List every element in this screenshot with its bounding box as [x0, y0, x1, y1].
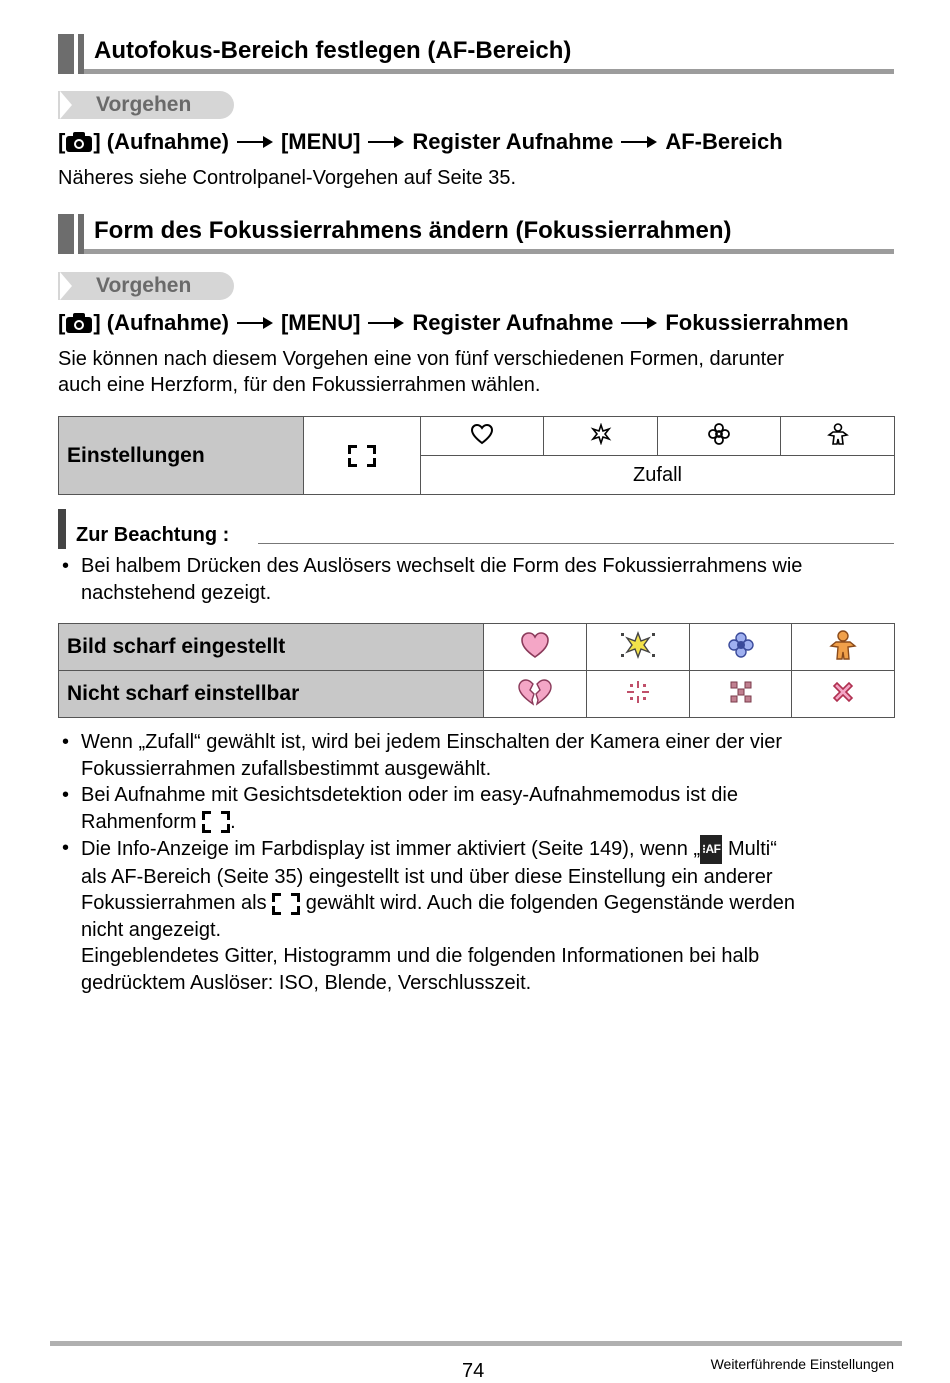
bullet-line: Fokussierrahmen zufallsbestimmt ausgewählt.	[81, 757, 492, 780]
sparkle-filled-icon	[618, 629, 658, 661]
icon-cell	[484, 671, 587, 718]
camera-icon	[66, 132, 92, 152]
footer-rule	[50, 1341, 902, 1346]
bullet-line: nachstehend gezeigt.	[81, 581, 272, 604]
path-step: Register Aufnahme	[412, 129, 614, 154]
list-item	[58, 553, 894, 606]
bullet-text: Multi“	[722, 838, 777, 860]
section-body: Näheres siehe Controlpanel-Vorgehen auf Seite 35.	[58, 167, 517, 189]
procedure-badge	[58, 91, 234, 119]
bullet-line: als AF-Bereich (Seite 35) eingestellt ist und über diese Einstellung ein anderer	[81, 865, 773, 888]
path-step: [MENU]	[280, 129, 361, 154]
section-title: Form des Fokussierrahmens ändern (Fokussierrahmen)	[94, 217, 732, 244]
arrow-right-icon	[621, 135, 657, 149]
flower-filled-icon	[726, 630, 756, 660]
section-heading-af-area	[58, 34, 894, 74]
multi-af-icon: ⁝AF	[700, 835, 722, 864]
unfocused-row-header: Nicht scharf einstellbar	[59, 671, 484, 718]
bullet-text: .	[230, 810, 236, 833]
body-line: Sie können nach diesem Vorgehen eine von fünf verschiedenen Formen, darunter	[58, 348, 785, 370]
bullet-line: • Bei Aufnahme mit Gesichtsdetektion oder im easy-Aufnahmemodus ist die	[81, 784, 738, 806]
flower-cell	[658, 417, 781, 456]
path-step: Fokussierrahmen	[665, 310, 849, 335]
note-bullets-1	[58, 553, 894, 606]
bullet-line	[81, 835, 894, 864]
sparkle-broken-icon	[624, 678, 652, 706]
bullet-text: Die Info-Anzeige im Farbdisplay ist immer aktiviert (Seite 149), wenn „	[81, 838, 701, 860]
icon-cell	[587, 671, 690, 718]
icon-cell	[689, 624, 792, 671]
bracket-frame-cell	[304, 417, 421, 495]
body-line: auch eine Herzform, für den Fokussierrahmen wählen.	[58, 374, 541, 396]
random-label: Zufall	[421, 456, 895, 495]
section-body	[58, 346, 784, 398]
arrow-right-icon	[237, 135, 273, 149]
bracket-frame-icon	[348, 445, 376, 467]
procedure-label: Vorgehen	[96, 274, 192, 297]
path-step: [MENU]	[280, 310, 361, 335]
arrow-right-icon	[368, 135, 404, 149]
gingerbread-outline-icon	[827, 422, 849, 446]
note-title: Zur Beachtung :	[76, 524, 230, 546]
menu-path: [ ] (Aufnahme) [MENU] Register Aufnahme Fokussierrahmen	[58, 310, 849, 335]
broken-heart-icon	[516, 677, 554, 707]
footer-section: Weiterführende Einstellungen	[710, 1356, 894, 1372]
cross-broken-icon	[829, 678, 857, 706]
bullet-line: Eingeblendetes Gitter, Histogramm und die folgenden Informationen bei halb	[81, 945, 760, 967]
sparkle-outline-icon	[590, 423, 612, 445]
icon-cell	[792, 624, 895, 671]
list-item	[58, 729, 894, 782]
bullet-text: Rahmenform	[81, 810, 197, 833]
procedure-label: Vorgehen	[96, 93, 192, 116]
focused-row-header: Bild scharf eingestellt	[59, 624, 484, 671]
list-item	[58, 835, 894, 996]
path-step: Register Aufnahme	[412, 310, 614, 335]
gingerbread-filled-icon	[829, 629, 857, 661]
flower-outline-icon	[707, 422, 731, 446]
page-number: 74	[462, 1360, 485, 1382]
path-step: ] (Aufnahme)	[93, 310, 229, 335]
bracket-frame-icon	[272, 893, 300, 915]
arrow-right-icon	[621, 316, 657, 330]
path-step: ] (Aufnahme)	[93, 129, 229, 154]
bullet-line	[81, 890, 894, 917]
arrow-right-icon	[237, 316, 273, 330]
note-heading	[58, 509, 894, 549]
arrow-right-icon	[368, 316, 404, 330]
heart-filled-icon	[519, 630, 551, 660]
section-title: Autofokus-Bereich festlegen (AF-Bereich)	[94, 37, 572, 64]
path-step: AF-Bereich	[665, 129, 783, 154]
bullet-line: • Bei halbem Drücken des Auslösers wechselt die Form des Fokussierrahmens wie	[81, 555, 803, 577]
icon-cell	[792, 671, 895, 718]
flower-broken-icon	[726, 677, 756, 707]
gingerbread-cell	[781, 417, 895, 456]
bullet-line: nicht angezeigt.	[81, 918, 222, 941]
note-bullets-2	[58, 729, 894, 996]
heart-cell	[421, 417, 544, 456]
settings-header: Einstellungen	[59, 417, 304, 495]
icon-cell	[484, 624, 587, 671]
sparkle-cell	[544, 417, 658, 456]
bullet-line: • Wenn „Zufall“ gewählt ist, wird bei jedem Einschalten der Kamera einer der vier	[81, 731, 783, 753]
camera-icon	[66, 313, 92, 333]
list-item	[58, 782, 894, 835]
bullet-text: gewählt wird. Auch die folgenden Gegenstände werden	[305, 892, 795, 914]
icon-cell	[689, 671, 792, 718]
bullet-line	[81, 809, 894, 836]
bullet-line: gedrücktem Auslöser: ISO, Blende, Verschlusszeit.	[81, 971, 532, 994]
heart-outline-icon	[470, 423, 494, 445]
focus-state-table	[58, 623, 895, 718]
bullet-text: Fokussierrahmen als	[81, 892, 267, 914]
menu-path: [ ] (Aufnahme) [MENU] Register Aufnahme AF-Bereich	[58, 129, 783, 154]
settings-table	[58, 416, 895, 495]
icon-cell	[587, 624, 690, 671]
procedure-badge	[58, 272, 234, 300]
bracket-frame-icon	[202, 811, 230, 833]
section-heading-focus-frame	[58, 214, 894, 254]
